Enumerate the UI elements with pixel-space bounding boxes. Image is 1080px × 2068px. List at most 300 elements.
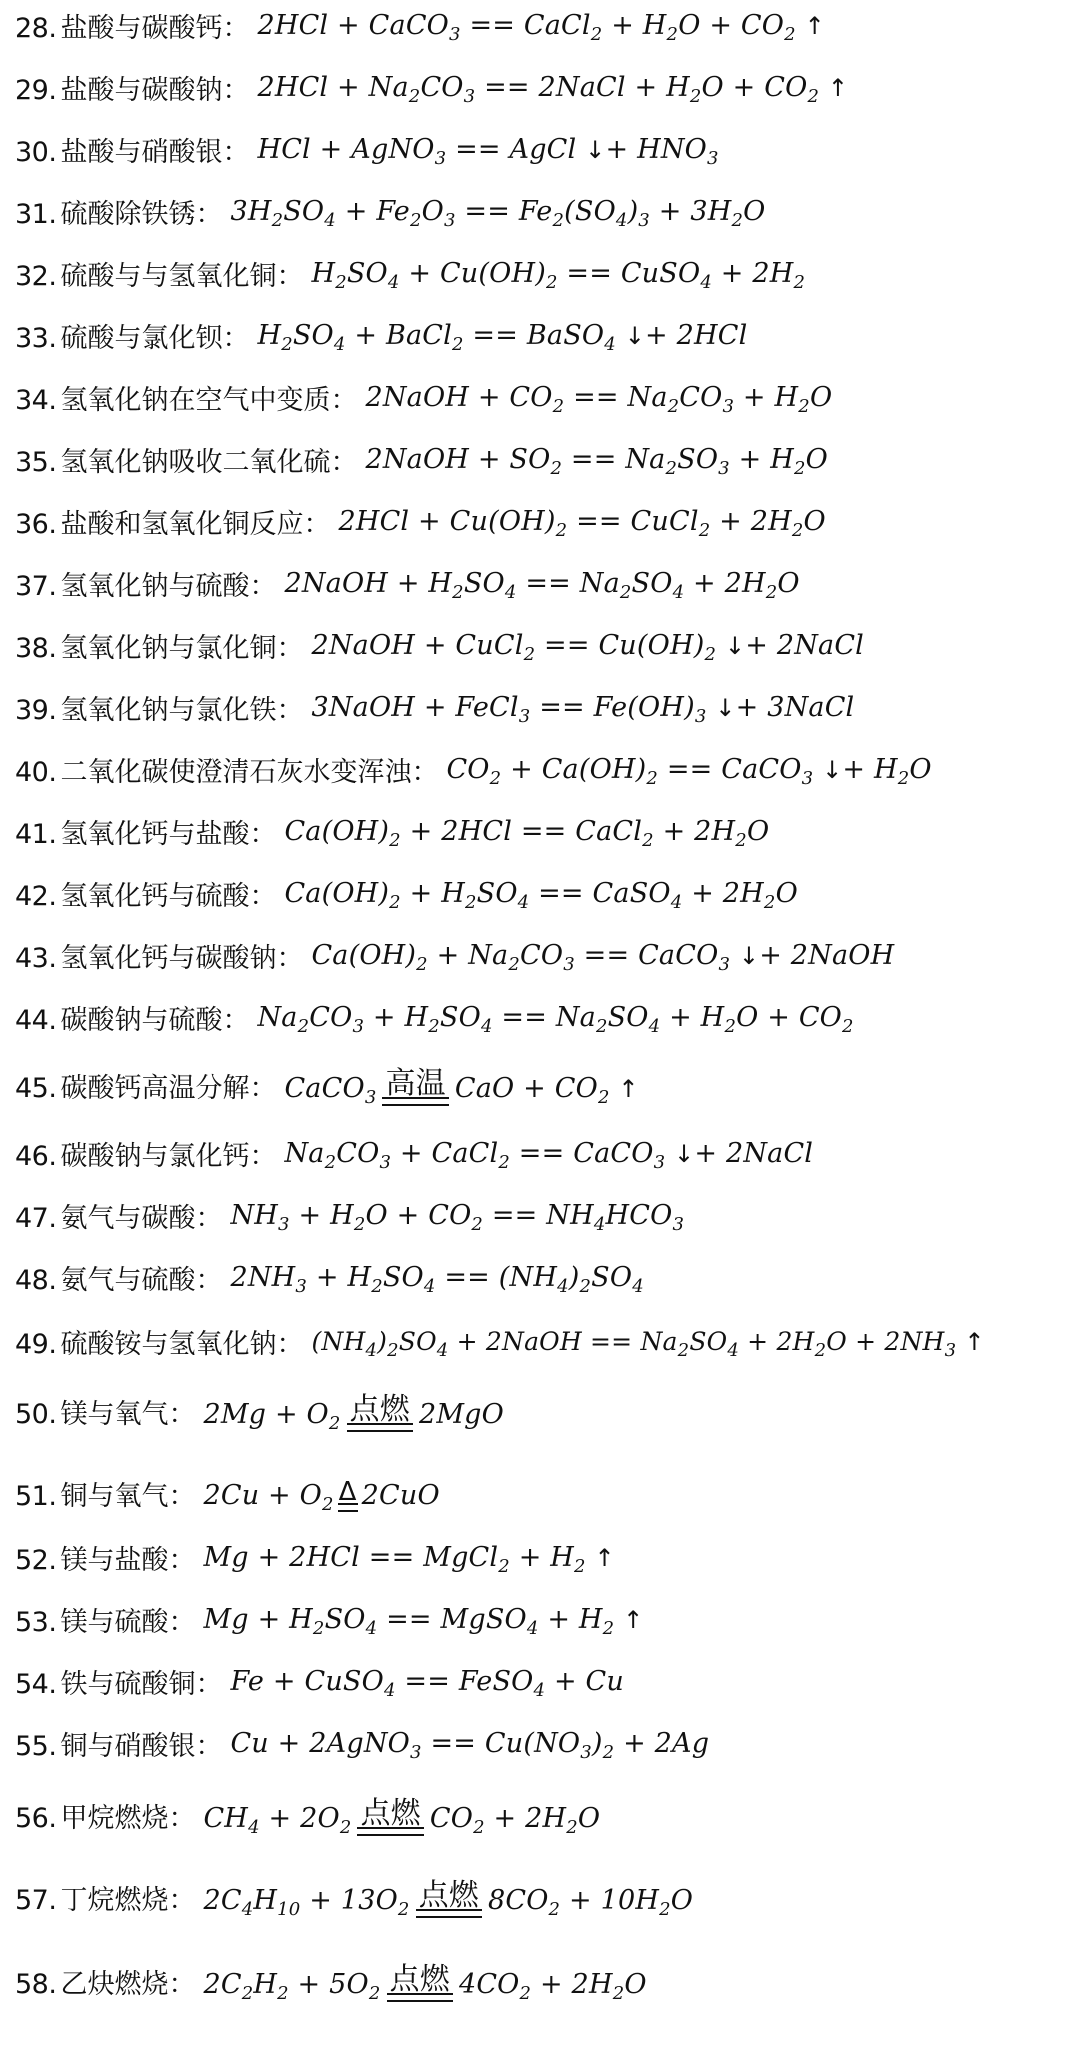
equals-sign: == xyxy=(530,692,594,723)
subscript: 2 xyxy=(659,1899,671,1920)
subscript: 2 xyxy=(784,24,796,45)
equation-row xyxy=(15,558,1072,614)
reactants: $2C_4H_{10} + 13O_2$ xyxy=(203,1885,410,1920)
subscript: 3 xyxy=(352,1016,365,1037)
products: CuCl$_2$ + $2H_2O$ xyxy=(630,506,826,541)
equation-number: 56. xyxy=(15,1802,57,1834)
products: $4CO_2 + 2H_2O$ xyxy=(458,1969,647,2004)
subscript: 4 xyxy=(672,582,685,603)
equals-sign: == xyxy=(581,1326,641,1356)
chemical-equation xyxy=(203,1544,614,1576)
products: $Na_2SO_4 + 2H_2O$ xyxy=(579,568,800,603)
label-colon: ： xyxy=(195,1264,223,1296)
subscript: 2 xyxy=(281,334,293,355)
chemical-equation xyxy=(230,1202,684,1234)
gas-arrow-up-icon: ↑ xyxy=(827,74,849,102)
reaction-label: 铜与氧气 xyxy=(60,1480,169,1512)
equation-row xyxy=(15,434,1072,490)
equals-sign: == xyxy=(512,816,576,847)
chemical-equation xyxy=(311,694,854,726)
subscript: 2 xyxy=(552,396,565,417)
products: $CO_2 + 2H_2O$ xyxy=(429,1803,601,1838)
equation-row xyxy=(15,868,1072,924)
equals-sign: == xyxy=(492,1002,556,1033)
equation-row xyxy=(15,1252,1072,1308)
label-colon: ： xyxy=(168,1802,196,1834)
subscript: 2 xyxy=(765,582,778,603)
chemical-equation xyxy=(257,136,718,168)
equation-row xyxy=(15,372,1072,428)
reaction-label: 硫酸与与氢氧化铜 xyxy=(60,260,277,292)
reaction-label: 氢氧化钠与氯化铁 xyxy=(60,694,277,726)
equation-number: 50. xyxy=(15,1398,57,1430)
products: 2NaCl + $H_2O + CO_2$ ↑ xyxy=(538,72,849,107)
subscript: 2 xyxy=(793,458,806,479)
subscript: 2 xyxy=(471,1214,484,1235)
reactants: 2NaOH + $CO_2$ xyxy=(365,382,565,417)
chemical-equation xyxy=(284,570,799,602)
equation-row xyxy=(15,992,1072,1048)
gas-arrow-up-icon: ↑ xyxy=(618,1075,639,1103)
reaction-label: 碳酸钙高温分解 xyxy=(60,1072,250,1104)
subscript: 2 xyxy=(555,520,568,541)
subscript: 2 xyxy=(579,1276,592,1297)
subscript: 2 xyxy=(451,334,464,355)
equation-number: 45. xyxy=(15,1072,57,1104)
equation-number: 54. xyxy=(15,1668,57,1700)
subscript: 2 xyxy=(328,1413,341,1434)
label-colon: ： xyxy=(168,1884,196,1916)
equation-number: 36. xyxy=(15,508,57,540)
subscript: 2 xyxy=(597,1087,610,1108)
equation-number: 43. xyxy=(15,942,57,974)
subscript: 3 xyxy=(379,1152,392,1173)
reactants: HCl + AgNO$_3$ xyxy=(257,134,447,169)
subscript: 2 xyxy=(602,1742,615,1763)
equation-row xyxy=(15,806,1072,862)
equation-row xyxy=(15,1942,1072,2026)
subscript: 2 xyxy=(297,1016,310,1037)
reaction-label: 碳酸钠与硫酸 xyxy=(60,1004,223,1036)
reactants: $2HCl + Cu(OH)_2$ xyxy=(338,506,568,541)
reaction-condition: 高温 xyxy=(382,1069,448,1107)
equation-row xyxy=(15,1776,1072,1860)
chemical-equation xyxy=(230,1668,624,1700)
reaction-label: 氨气与硫酸 xyxy=(60,1264,196,1296)
subscript: 3 xyxy=(694,706,707,727)
products: $(NH_4)_2SO_4$ xyxy=(498,1262,644,1297)
chemical-equation xyxy=(365,446,828,478)
equation-number: 28. xyxy=(15,12,57,44)
label-colon: ： xyxy=(222,74,250,106)
subscript: 2 xyxy=(498,1556,510,1577)
reaction-label: 镁与氧气 xyxy=(60,1398,169,1430)
equation-row xyxy=(15,930,1072,986)
reactants: 2NaOH + $H_2SO_4$ xyxy=(284,568,517,603)
equation-number: 42. xyxy=(15,880,57,912)
subscript: 2 xyxy=(731,210,744,231)
equation-number: 33. xyxy=(15,322,57,354)
subscript: 3 xyxy=(449,24,461,45)
products: CaCO$_3$ ↓+ 2NaCl xyxy=(573,1138,814,1173)
reactants: $3H_2SO_4 + Fe_2O_3$ xyxy=(230,196,456,231)
subscript: 2 xyxy=(277,1983,289,2004)
chemical-equation xyxy=(203,1476,440,1515)
reactants: Fe + CuSO$_4$ xyxy=(230,1666,396,1701)
reaction-label: 氢氧化钙与盐酸 xyxy=(60,818,250,850)
products: 2CuO xyxy=(361,1479,440,1511)
subscript: 2 xyxy=(602,1618,615,1639)
chemical-equation xyxy=(203,1796,601,1838)
subscript: 2 xyxy=(842,1016,854,1037)
equation-row xyxy=(15,1128,1072,1184)
subscript: 3 xyxy=(707,148,719,169)
subscript: 3 xyxy=(563,954,575,975)
subscript: 4 xyxy=(480,1016,493,1037)
subscript: 2 xyxy=(665,458,678,479)
subscript: 4 xyxy=(333,334,346,355)
reactants: $2Mg + O_2$ xyxy=(203,1399,341,1434)
reactants: $NH_3 + H_2O + CO_2$ xyxy=(230,1200,484,1235)
subscript: 2 xyxy=(798,396,810,417)
label-colon: ： xyxy=(195,1202,223,1234)
reactants: 2HCl + CaCO$_3$ xyxy=(257,10,461,45)
products: MgSO$_4$ + $H_2$ ↑ xyxy=(440,1604,644,1639)
subscript: 3 xyxy=(434,148,447,169)
equals-sign: == xyxy=(562,444,626,475)
subscript: 4 xyxy=(670,892,683,913)
subscript: 3 xyxy=(295,1276,308,1297)
equals-sign: == xyxy=(564,382,628,413)
subscript: 2 xyxy=(335,272,347,293)
subscript: 2 xyxy=(642,830,654,851)
label-colon: ： xyxy=(276,1328,304,1360)
products: MgCl$_2$ + $H_2$ ↑ xyxy=(423,1542,615,1577)
label-colon: ： xyxy=(222,136,250,168)
chemical-equation xyxy=(203,1392,504,1434)
equals-sign: == xyxy=(435,1262,499,1293)
products: CaCO$_3$ ↓+ 2NaOH xyxy=(638,940,895,975)
subscript: 4 xyxy=(248,1817,260,1838)
subscript: 2 xyxy=(389,892,401,913)
products: $Fe(OH)_3$ ↓+ 3NaCl xyxy=(593,692,855,727)
subscript: 4 xyxy=(517,892,530,913)
subscript: 2 xyxy=(735,830,747,851)
label-colon: ： xyxy=(411,756,439,788)
chemical-equation xyxy=(284,1140,813,1172)
equation-row xyxy=(15,1532,1072,1588)
subscript: 2 xyxy=(322,1493,334,1515)
equals-sign: == xyxy=(510,1138,574,1169)
subscript: 2 xyxy=(590,24,603,45)
products: CaSO$_4$ + $2H_2O$ xyxy=(592,878,798,913)
subscript: 4 xyxy=(365,1618,378,1639)
label-colon: ： xyxy=(276,694,304,726)
subscript: 2 xyxy=(595,1016,608,1037)
label-colon: ： xyxy=(303,508,331,540)
subscript: 2 xyxy=(814,1339,827,1361)
equation-number: 52. xyxy=(15,1544,57,1576)
equation-number: 31. xyxy=(15,198,57,230)
equation-row xyxy=(15,1454,1072,1538)
subscript: 2 xyxy=(409,210,422,231)
subscript: 4 xyxy=(604,334,616,355)
reaction-label: 硫酸铵与氢氧化钠 xyxy=(60,1328,277,1360)
subscript: 2 xyxy=(368,1983,381,2004)
precipitate-arrow-down-icon: ↓ xyxy=(738,942,760,970)
equals-sign: == xyxy=(475,72,539,103)
subscript: 2 xyxy=(724,1016,737,1037)
subscript: 4 xyxy=(324,210,336,231)
equation-number: 44. xyxy=(15,1004,57,1036)
products: CuSO$_4$ + $2H_2$ xyxy=(620,258,806,293)
subscript: 2 xyxy=(387,1339,399,1361)
subscript: 10 xyxy=(277,1899,301,1920)
subscript: 4 xyxy=(615,210,628,231)
equation-row xyxy=(15,1718,1072,1774)
label-colon: ： xyxy=(249,1140,277,1172)
equation-row xyxy=(15,248,1072,304)
reaction-label: 碳酸钠与氯化钙 xyxy=(60,1140,250,1172)
subscript: 2 xyxy=(371,1276,383,1297)
products: FeSO$_4$ + Cu xyxy=(458,1666,625,1701)
label-colon: ： xyxy=(249,880,277,912)
reactants: $2Cu + O_2$ xyxy=(203,1479,334,1515)
subscript: 4 xyxy=(648,1016,661,1037)
products: $8CO_2 + 10H_2O$ xyxy=(487,1885,694,1920)
subscript: 2 xyxy=(677,1339,690,1361)
subscript: 2 xyxy=(353,1214,366,1235)
subscript: 3 xyxy=(278,1214,290,1235)
subscript: 2 xyxy=(489,768,502,789)
reaction-condition: Δ xyxy=(338,1479,358,1513)
equals-sign: == xyxy=(360,1542,424,1573)
reactants: $H_2SO_4$ + BaCl$_2$ xyxy=(257,320,464,355)
label-colon: ： xyxy=(249,1072,277,1104)
reactants: $H_2SO_4 + Cu(OH)_2$ xyxy=(311,258,558,293)
subscript: 4 xyxy=(436,1339,449,1361)
equation-row xyxy=(15,310,1072,366)
equation-row xyxy=(15,496,1072,552)
reaction-label: 氢氧化钙与硫酸 xyxy=(60,880,250,912)
equation-number: 30. xyxy=(15,136,57,168)
equals-sign: == xyxy=(483,1200,547,1231)
label-colon: ： xyxy=(195,1730,223,1762)
subscript: 2 xyxy=(574,1556,586,1577)
chemical-equation xyxy=(230,1730,709,1762)
equation-number: 58. xyxy=(15,1968,57,2000)
subscript: 2 xyxy=(548,1899,561,1920)
products: BaSO$_4$ ↓+ 2HCl xyxy=(526,320,748,355)
reactants: $(NH_4)_2SO_4$ + 2NaOH xyxy=(311,1326,582,1361)
equation-number: 38. xyxy=(15,632,57,664)
chemical-equation xyxy=(257,12,824,44)
precipitate-arrow-down-icon: ↓ xyxy=(624,322,645,350)
products: $Na_2SO_4 + 2H_2O + 2NH_3$ ↑ xyxy=(640,1326,985,1361)
subscript: 3 xyxy=(672,1214,685,1235)
reactants: $2HCl + Na_2CO_3$ xyxy=(257,72,476,107)
label-colon: ： xyxy=(249,818,277,850)
equation-number: 46. xyxy=(15,1140,57,1172)
subscript: 2 xyxy=(473,1817,485,1838)
subscript: 2 xyxy=(271,210,284,231)
subscript: 4 xyxy=(533,1680,546,1701)
subscript: 3 xyxy=(580,1742,592,1763)
chemical-equation xyxy=(203,1878,694,1920)
subscript: 4 xyxy=(526,1618,539,1639)
equation-number: 32. xyxy=(15,260,57,292)
reactants: $Ca(OH)_2 + Na_2CO_3$ xyxy=(311,940,575,975)
reaction-condition: 点燃 xyxy=(416,1881,482,1919)
subscript: 2 xyxy=(428,1016,440,1037)
subscript: 3 xyxy=(410,1742,422,1763)
equation-number: 53. xyxy=(15,1606,57,1638)
chemical-equation xyxy=(257,1004,853,1036)
products: $Fe_2(SO_4)_3 + 3H_2O$ xyxy=(518,196,766,231)
reaction-label: 盐酸与碳酸钠 xyxy=(60,74,223,106)
subscript: 2 xyxy=(566,1817,578,1838)
chemical-equation xyxy=(203,1606,643,1638)
reaction-label: 镁与盐酸 xyxy=(60,1544,169,1576)
subscript: 2 xyxy=(667,396,680,417)
equation-number: 39. xyxy=(15,694,57,726)
label-colon: ： xyxy=(168,1480,196,1512)
equation-row xyxy=(15,1190,1072,1246)
equation-number: 49. xyxy=(15,1328,57,1360)
subscript: 3 xyxy=(638,210,650,231)
equation-number: 34. xyxy=(15,384,57,416)
reaction-condition: 点燃 xyxy=(357,1799,423,1837)
subscript: 2 xyxy=(619,582,632,603)
chemical-equation xyxy=(284,1066,639,1108)
subscript: 2 xyxy=(408,86,421,107)
reaction-label: 镁与硫酸 xyxy=(60,1606,169,1638)
precipitate-arrow-down-icon: ↓ xyxy=(674,1140,695,1168)
reactants: Mg + 2HCl xyxy=(203,1542,360,1573)
gas-arrow-up-icon: ↑ xyxy=(964,1327,985,1356)
reaction-label: 氨气与碳酸 xyxy=(60,1202,196,1234)
precipitate-arrow-down-icon: ↓ xyxy=(822,756,843,784)
label-colon: ： xyxy=(249,570,277,602)
label-colon: ： xyxy=(276,260,304,292)
reaction-label: 硫酸除铁锈 xyxy=(60,198,196,230)
chemical-equation xyxy=(230,1264,643,1296)
equation-number: 55. xyxy=(15,1730,57,1762)
reaction-condition: 点燃 xyxy=(347,1395,413,1433)
reactants: $CH_4 + 2O_2$ xyxy=(203,1803,352,1838)
subscript: 2 xyxy=(416,954,428,975)
subscript: 2 xyxy=(646,768,659,789)
equation-number: 35. xyxy=(15,446,57,478)
label-colon: ： xyxy=(168,1398,196,1430)
label-colon: ： xyxy=(168,1606,196,1638)
subscript: 4 xyxy=(632,1276,644,1297)
reaction-label: 氢氧化钠在空气中变质 xyxy=(60,384,331,416)
equation-number: 47. xyxy=(15,1202,57,1234)
subscript: 4 xyxy=(423,1276,436,1297)
chemical-equation xyxy=(257,322,747,354)
reactants: $2C_2H_2 + 5O_2$ xyxy=(203,1969,381,2004)
equation-row xyxy=(15,62,1072,118)
subscript: 2 xyxy=(666,24,679,45)
equals-sign: == xyxy=(463,320,527,351)
reaction-condition: 点燃 xyxy=(387,1965,453,2003)
chemical-equation xyxy=(311,942,894,974)
equation-row xyxy=(15,0,1072,56)
label-colon: ： xyxy=(222,1004,250,1036)
label-colon: ： xyxy=(222,12,250,44)
chemical-equation xyxy=(230,198,765,230)
subscript: 3 xyxy=(653,1152,666,1173)
subscript: 4 xyxy=(557,1276,569,1297)
products: $Na_2SO_4 + H_2O + CO_2$ xyxy=(555,1002,854,1037)
subscript: 2 xyxy=(523,644,536,665)
equals-sign: == xyxy=(557,258,621,289)
products: 2MgO xyxy=(418,1399,504,1430)
equals-sign: == xyxy=(421,1728,485,1759)
equals-sign: == xyxy=(529,878,593,909)
reactants: 2NaOH + CuCl$_2$ xyxy=(311,630,536,665)
equals-sign: == xyxy=(446,134,510,165)
equation-number: 29. xyxy=(15,74,57,106)
reaction-label: 铜与硝酸银 xyxy=(60,1730,196,1762)
products: CaCl$_2$ + $2H_2O$ xyxy=(575,816,770,851)
products: AgCl ↓+ $HNO_3$ xyxy=(509,134,719,169)
equation-row xyxy=(15,1316,1072,1372)
equals-sign: == xyxy=(516,568,580,599)
subscript: 4 xyxy=(365,1339,378,1361)
products: CaO + $CO_2$ ↑ xyxy=(454,1073,639,1108)
equation-row xyxy=(15,744,1072,800)
chemical-equation xyxy=(284,818,769,850)
gas-arrow-up-icon: ↑ xyxy=(804,12,825,40)
reaction-label: 乙炔燃烧 xyxy=(60,1968,169,2000)
equation-row xyxy=(15,1594,1072,1650)
equation-number: 37. xyxy=(15,570,57,602)
subscript: 2 xyxy=(550,458,563,479)
subscript: 2 xyxy=(704,644,717,665)
subscript: 2 xyxy=(807,86,820,107)
subscript: 2 xyxy=(689,86,702,107)
reaction-label: 丁烷燃烧 xyxy=(60,1884,169,1916)
label-colon: ： xyxy=(330,384,358,416)
subscript: 2 xyxy=(312,1618,325,1639)
gas-arrow-up-icon: ↑ xyxy=(594,1544,615,1572)
chemical-equation xyxy=(203,1962,647,2004)
products: $Na_2CO_3 + H_2O$ xyxy=(627,382,833,417)
chemical-equation xyxy=(311,632,864,664)
subscript: 2 xyxy=(464,892,477,913)
reactants: $Ca(OH)_2 + H_2SO_4$ xyxy=(284,878,530,913)
subscript: 2 xyxy=(698,520,711,541)
products: $Cu(OH)_2$ ↓+ 2NaCl xyxy=(598,630,865,665)
subscript: 4 xyxy=(727,1339,740,1361)
equals-sign: == xyxy=(535,630,599,661)
reaction-label: 甲烷燃烧 xyxy=(60,1802,169,1834)
reaction-label: 硫酸与氯化钡 xyxy=(60,322,223,354)
reactants: 3NaOH + FeCl$_3$ xyxy=(311,692,531,727)
chemical-equation xyxy=(311,260,805,292)
reactants: $Na_2CO_3$ + CaCl$_2$ xyxy=(284,1138,510,1173)
gas-arrow-up-icon: ↑ xyxy=(623,1606,644,1634)
equals-sign: == xyxy=(574,940,639,971)
subscript: 2 xyxy=(508,954,520,975)
label-colon: ： xyxy=(330,446,358,478)
subscript: 2 xyxy=(389,830,401,851)
subscript: 2 xyxy=(552,210,565,231)
equation-row xyxy=(15,186,1072,242)
subscript: 2 xyxy=(763,892,776,913)
